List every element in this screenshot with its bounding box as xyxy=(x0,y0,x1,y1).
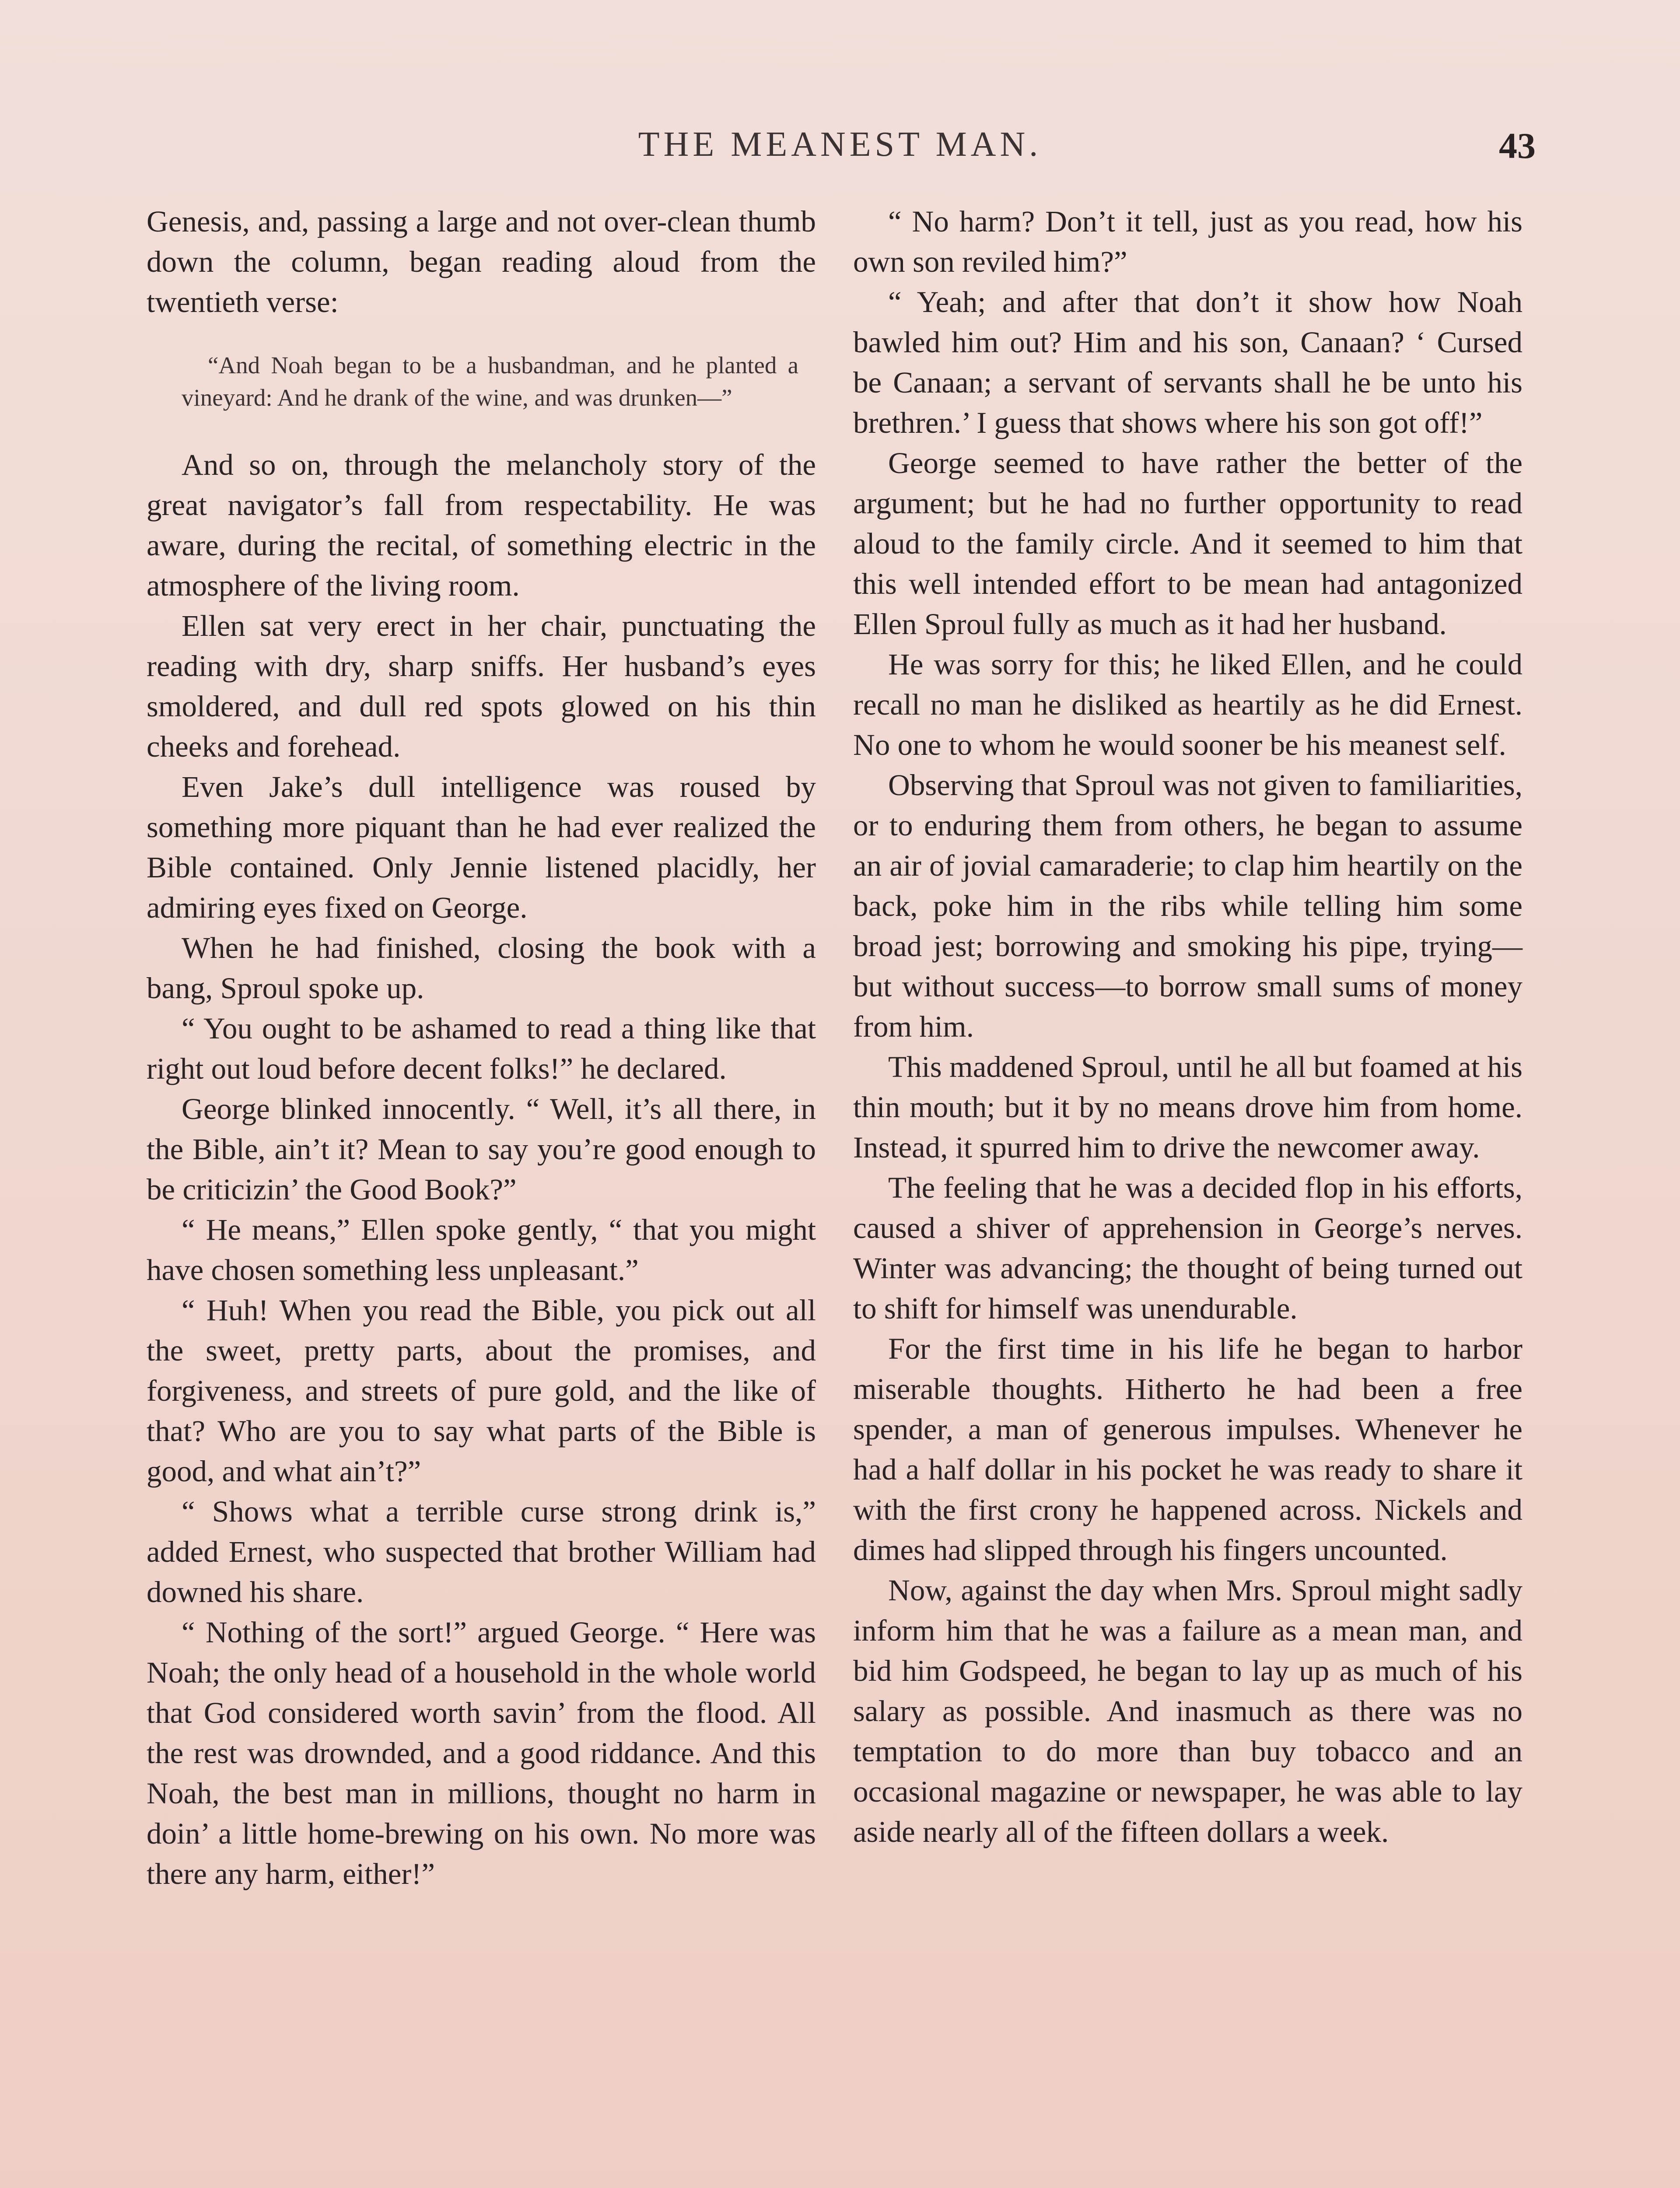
paragraph: For the first time in his life he began to harbor miserable thoughts. Hitherto he had been a free spender, a man of generous impulses. Whenever he had a half dollar in his pocket he was ready to share it with the first crony he happened across. Nickels and dimes had slipped through his fingers uncounted. xyxy=(853,1332,1522,1567)
right-column xyxy=(853,201,1522,1852)
paragraph: This maddened Sproul, until he all but foamed at his thin mouth; but it by no means drove him from home. Instead, it spurred him to drive the newcomer away. xyxy=(853,1050,1522,1164)
paragraph: “ You ought to be ashamed to read a thing like that right out loud before decent folks!” he declared. xyxy=(147,1012,816,1085)
paragraph: George seemed to have rather the better of the argument; but he had no further opportunity to read aloud to the family circle. And it seemed to him that this well intended effort to be mean had antagonized Ellen Sproul fully as much as it had her husband. xyxy=(853,446,1522,641)
paragraph: Observing that Sproul was not given to familiarities, or to enduring them from others, he began to assume an air of jovial camaraderie; to clap him heartily on the back, poke him in the ribs while telling him some broad jest; borrowing and smoking his pipe, trying—but without success—to borrow small sums of money from him. xyxy=(853,768,1522,1043)
block-quote: “And Noah began to be a husbandman, and he planted a vineyard: And he drank of the wine, and was drunken—” xyxy=(182,352,798,411)
paragraph: George blinked innocently. “ Well, it’s all there, in the Bible, ain’t it? Mean to say you’re good enough to be criticizin’ the Good Book?” xyxy=(147,1092,816,1206)
paragraph: “ Huh! When you read the Bible, you pick out all the sweet, pretty parts, about the promises, and forgiveness, and streets of pure gold, and the like of that? Who are you to say what parts of the Bible is good, and what ain’t?” xyxy=(147,1294,816,1488)
paragraph: And so on, through the melancholy story of the great navigator’s fall from respectability. He was aware, during the recital, of something electric in the atmosphere of the living room. xyxy=(147,448,816,602)
paragraph: The feeling that he was a decided flop in his efforts, caused a shiver of apprehension in George’s nerves. Winter was advancing; the thought of being turned out to shift for himself was unendurable. xyxy=(853,1171,1522,1325)
paragraph: “ Shows what a terrible curse strong drink is,” added Ernest, who suspected that brother William had downed his share. xyxy=(147,1495,816,1609)
paragraph: Ellen sat very erect in her chair, punctuating the reading with dry, sharp sniffs. Her husband’s eyes smoldered, and dull red spots glowed on his thin cheeks and forehead. xyxy=(147,609,816,763)
page-header xyxy=(144,125,1536,177)
paragraph: When he had finished, closing the book with a bang, Sproul spoke up. xyxy=(147,931,816,1005)
paragraph: “ He means,” Ellen spoke gently, “ that you might have chosen something less unpleasant.” xyxy=(147,1213,816,1287)
paragraph: “ Nothing of the sort!” argued George. “ Here was Noah; the only head of a household in the whole world that God considered worth savin’ from the flood. All the rest was drownded, and a good riddance. And this Noah, the best man in millions, thought no harm in doin’ a little home-brewing on his own. No more was there any harm, either!” xyxy=(147,1616,816,1890)
left-column xyxy=(147,201,816,1894)
paragraph: “ No harm? Don’t it tell, just as you read, how his own son reviled him?” xyxy=(853,205,1522,278)
paragraph: “ Yeah; and after that don’t it show how Noah bawled him out? Him and his son, Canaan? ‘ Cursed be Canaan; a servant of servants shall he be unto his brethren.’ I guess that shows where his son got off!” xyxy=(853,285,1522,439)
paragraph: Genesis, and, passing a large and not over-clean thumb down the column, began reading aloud from the twentieth verse: xyxy=(147,205,816,319)
paragraph: Now, against the day when Mrs. Sproul might sadly inform him that he was a failure as a mean man, and bid him Godspeed, he began to lay up as much of his salary as possible. And inasmuch as there was no temptation to do more than buy tobacco and an occasional magazine or newspaper, he was able to lay aside nearly all of the fifteen dollars a week. xyxy=(853,1574,1522,1848)
paragraph: Even Jake’s dull intelligence was roused by something more piquant than he had ever realized the Bible contained. Only Jennie listened placidly, her admiring eyes fixed on George. xyxy=(147,770,816,924)
paragraph: He was sorry for this; he liked Ellen, and he could recall no man he disliked as heartily as he did Ernest. No one to whom he would sooner be his meanest self. xyxy=(853,648,1522,761)
running-head-title: THE MEANEST MAN. xyxy=(638,125,1042,164)
page-number: 43 xyxy=(1499,126,1536,166)
